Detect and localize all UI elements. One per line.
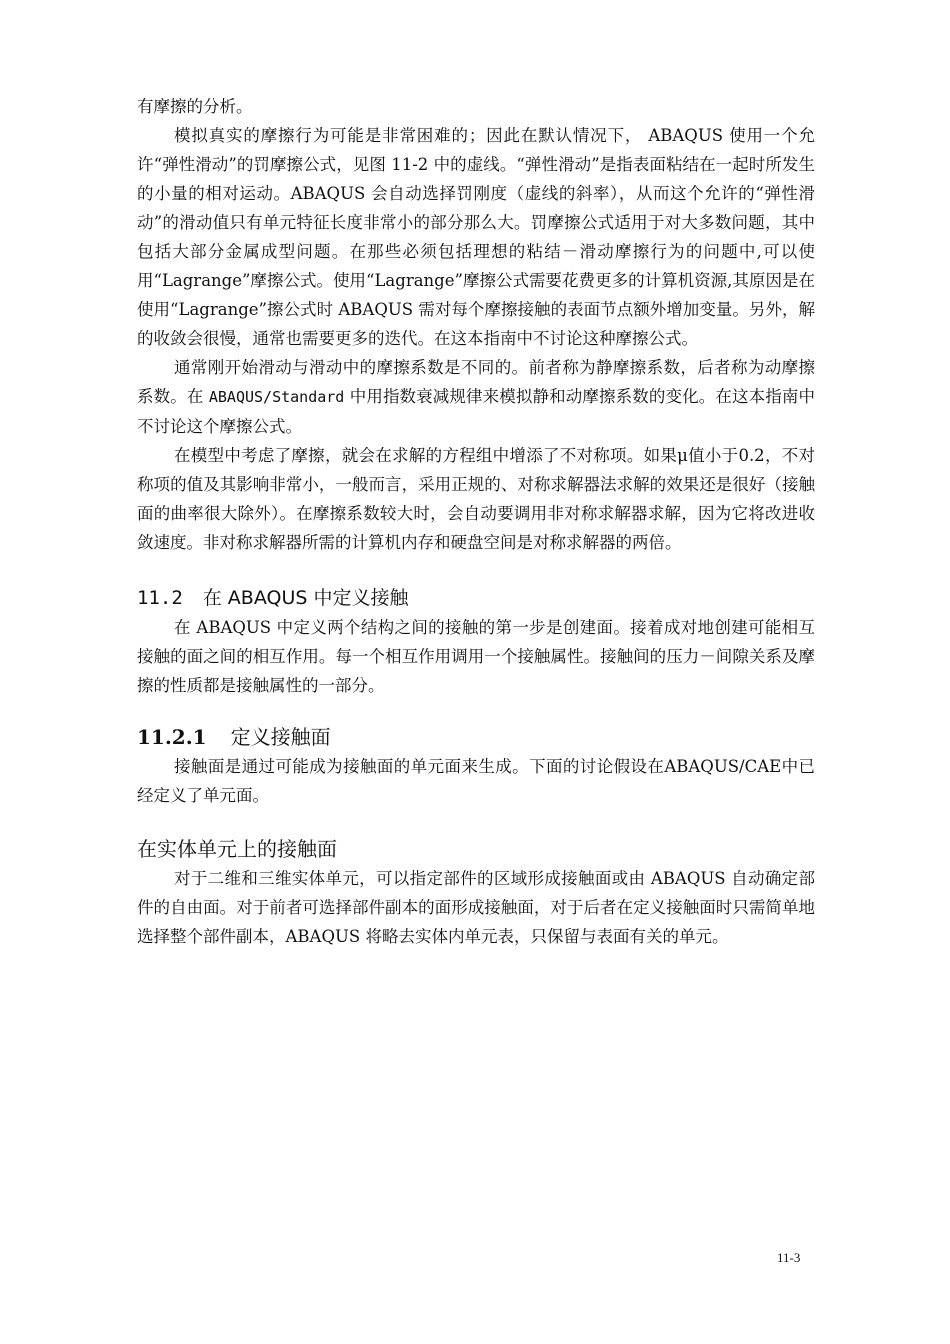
section-number: 11.2	[137, 587, 183, 609]
document-page	[137, 92, 815, 951]
subsection-heading	[137, 722, 815, 752]
topic-heading: 在实体单元上的接触面	[137, 837, 337, 861]
subsection-number: 11.2.1	[137, 725, 207, 749]
paragraph-unsymmetric-solver: 在模型中考虑了摩擦，就会在求解的方程组中增添了不对称项。如果μ值小于0.2，不对称项的值及其影响非常小，一般而言，采用正规的、对称求解器法求解的效果还是很好（接触面的曲率很大除外）。在摩擦系数较大时，会自动要调用非对称求解器求解，因为它将改进收敛速度。非对称求解器所需的计算机内存和硬盘空间是对称求解器的两倍。	[137, 446, 815, 552]
paragraph-solid-elements: 对于二维和三维实体单元，可以指定部件的区域形成接触面或由 ABAQUS 自动确定部件的自由面。对于前者可选择部件副本的面形成接触面，对于后者在定义接触面时只需简单地选择整个部件副本，ABAQUS 将略去实体内单元表，只保留与表面有关的单元。	[137, 869, 815, 946]
paragraph-text: 通常刚开始滑动与滑动中的摩擦系数是不同的。前者称为静摩擦系数，后者称为动摩擦系数。在	[137, 358, 815, 406]
paragraph-static-kinetic-friction	[137, 353, 815, 441]
subsection-title: 定义接触面	[230, 725, 331, 749]
paragraph-penalty-friction: 模拟真实的摩擦行为可能是非常困难的；因此在默认情况下， ABAQUS 使用一个允许“弹性滑动”的罚摩擦公式，见图 11-2 中的虚线。“弹性滑动”是指表面粘结在一起时所发生的小量的相对运动。ABAQUS 会自动选择罚刚度（虚线的斜率），从而这个允许的“弹性滑动”的滑动值只有单元特征长度非常小的部分那么大。罚摩擦公式适用于对大多数问题，其中包括大部分金属成型问题。在那些必须包括理想的粘结－滑动摩擦行为的问题中,可以使用“Lagrange”摩擦公式。使用“Lagrange”摩擦公式需要花费更多的计算机资源,其原因是在使用“Lagrange”擦公式时 ABAQUS 需对每个摩擦接触的表面节点额外增加变量。另外，解的收敛会很慢，通常也需要更多的迭代。在这本指南中不讨论这种摩擦公式。	[137, 126, 815, 348]
paragraph-contact-surfaces: 接触面是通过可能成为接触面的单元面来生成。下面的讨论假设在ABAQUS/CAE中已经定义了单元面。	[137, 757, 815, 805]
section-heading	[137, 583, 815, 613]
page-number: 11-3	[777, 1250, 801, 1265]
paragraph-friction-analysis-end: 有摩擦的分析。	[137, 97, 253, 116]
section-title: 在 ABAQUS 中定义接触	[202, 587, 409, 609]
paragraph-text: 中用指数衰减规律来模拟静和动摩擦系数的变化。在这本指南中不讨论这个摩擦公式。	[137, 387, 815, 436]
paragraph-defining-contact: 在 ABAQUS 中定义两个结构之间的接触的第一步是创建面。接着成对地创建可能相互接触的面之间的相互作用。每一个相互作用调用一个接触属性。接触间的压力－间隙关系及摩擦的性质都是接触属性的一部分。	[137, 618, 815, 695]
code-text: ABAQUS/Standard	[208, 388, 345, 406]
